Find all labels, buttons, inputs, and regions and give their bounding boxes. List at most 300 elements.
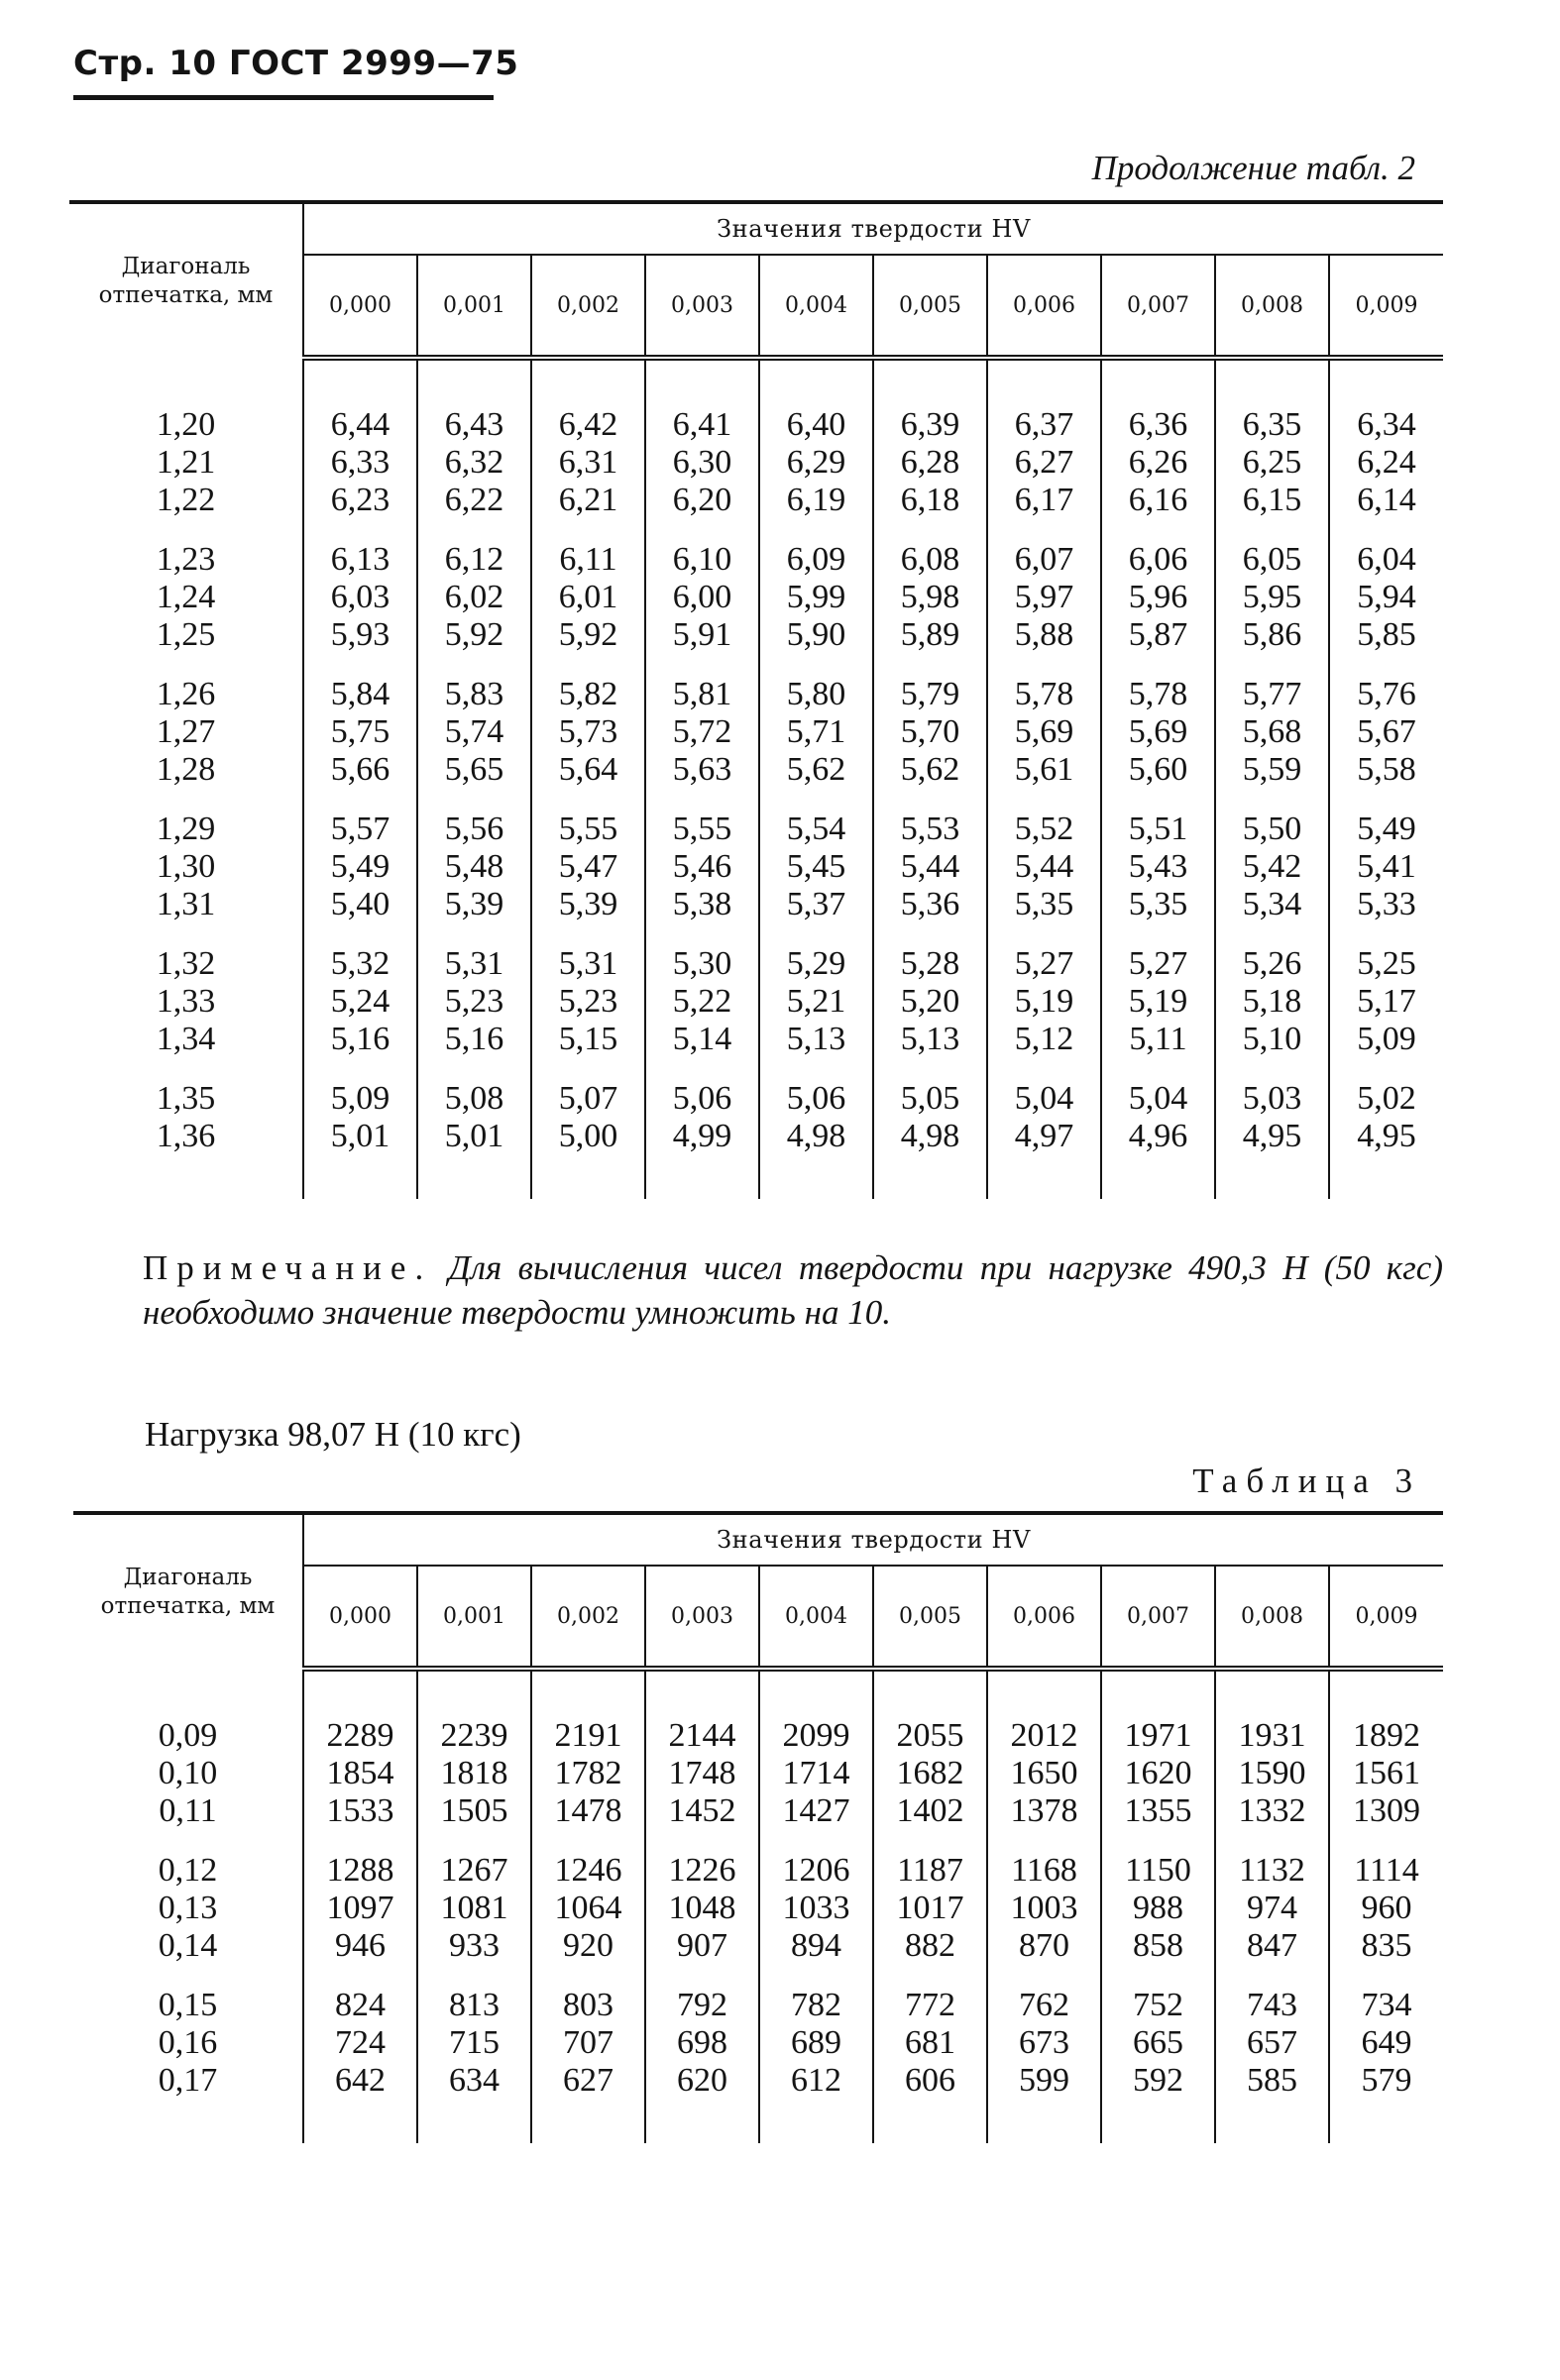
- spacer-cell: [873, 2100, 987, 2143]
- row-header-line-2: отпечатка, мм: [98, 281, 274, 308]
- diagonal-cell: 1,32: [69, 945, 303, 983]
- hardness-cell: 2289: [303, 1717, 417, 1755]
- column-header: 0,003: [645, 1566, 759, 1669]
- hardness-cell: 6,35: [1215, 406, 1329, 444]
- spacer-cell: [987, 1830, 1101, 1852]
- spacer-cell: [1101, 1669, 1215, 1717]
- hardness-cell: 5,04: [1101, 1080, 1215, 1118]
- column-header: 0,006: [987, 1566, 1101, 1669]
- hardness-cell: 5,86: [1215, 616, 1329, 654]
- hardness-cell: 4,95: [1215, 1118, 1329, 1155]
- hardness-cell: 4,98: [873, 1118, 987, 1155]
- spacer-cell: [1215, 1830, 1329, 1852]
- hardness-cell: 5,99: [759, 579, 873, 616]
- spacer-cell: [1329, 519, 1443, 541]
- hardness-cell: 6,19: [759, 482, 873, 519]
- table-row: [69, 751, 1443, 789]
- spacer-cell: [987, 789, 1101, 811]
- hardness-cell: 5,04: [987, 1080, 1101, 1118]
- spacer-cell: [531, 789, 645, 811]
- hardness-cell: 5,09: [1357, 1021, 1416, 1057]
- spacer-cell: [759, 1830, 873, 1852]
- hardness-cell: 870: [987, 1927, 1101, 1965]
- spacer-cell: [73, 1669, 303, 1717]
- spacer-cell: [1329, 1965, 1443, 1987]
- spacer-cell: [1329, 2100, 1443, 2143]
- hardness-cell: 707: [531, 2024, 645, 2062]
- spacer-cell: [645, 1669, 759, 1717]
- hardness-cell: 1003: [987, 1890, 1101, 1927]
- spacer-row: [73, 2100, 1443, 2143]
- hardness-cell: 5,58: [1357, 751, 1416, 788]
- hardness-cell: 5,38: [645, 886, 759, 923]
- hardness-cell: 1714: [759, 1755, 873, 1792]
- hardness-cell: 6,27: [987, 444, 1101, 482]
- hardness-cell: 642: [303, 2062, 417, 2100]
- spacer-cell: [1329, 1830, 1443, 1852]
- hardness-cell: 1478: [531, 1792, 645, 1830]
- page-header: Стр. 10 ГОСТ 2999—75: [73, 44, 519, 83]
- hardness-cell: 5,25: [1357, 945, 1416, 982]
- spacer-cell: [1215, 923, 1329, 945]
- hardness-cell: 5,49: [303, 848, 417, 886]
- hardness-cell: 5,41: [1357, 848, 1416, 885]
- hardness-cell: 5,71: [759, 713, 873, 751]
- hardness-cell: 5,46: [645, 848, 759, 886]
- hardness-cell: 792: [645, 1987, 759, 2024]
- spacer-cell: [1101, 2100, 1215, 2143]
- hardness-cell: 5,56: [417, 811, 531, 848]
- hardness-cell: 1650: [987, 1755, 1101, 1792]
- hardness-cell: 6,20: [645, 482, 759, 519]
- spacer-cell: [531, 519, 645, 541]
- spacer-cell: [417, 1058, 531, 1080]
- spacer-cell: [1101, 358, 1215, 406]
- spacer-cell: [759, 1965, 873, 1987]
- spacer-cell: [1329, 923, 1443, 945]
- table-row: [73, 1852, 1443, 1890]
- row-header-line-1: Диагональ: [123, 1564, 253, 1590]
- group-gap: [69, 923, 1443, 945]
- spacer-cell: [873, 1830, 987, 1852]
- spacer-cell: [1215, 1155, 1329, 1199]
- hardness-cell: 5,40: [303, 886, 417, 923]
- diagonal-cell: 1,20: [69, 406, 303, 444]
- table-row: [73, 1755, 1443, 1792]
- hardness-cell: 1590: [1215, 1755, 1329, 1792]
- spacer-cell: [73, 1965, 303, 1987]
- hardness-cell: 5,31: [531, 945, 645, 983]
- hardness-cell: 6,10: [645, 541, 759, 579]
- hardness-cell: 5,15: [531, 1021, 645, 1058]
- hardness-cell: 1748: [645, 1755, 759, 1792]
- diagonal-cell: 1,26: [69, 676, 303, 713]
- hardness-cell: 5,00: [531, 1118, 645, 1155]
- table-row: [69, 886, 1443, 923]
- hardness-cell: 782: [759, 1987, 873, 2024]
- hardness-cell: 5,07: [531, 1080, 645, 1118]
- hardness-cell: 858: [1101, 1927, 1215, 1965]
- hardness-cell: 6,36: [1101, 406, 1215, 444]
- hardness-cell: 6,13: [303, 541, 417, 579]
- column-header: 0,007: [1101, 1566, 1215, 1669]
- hardness-cell: 5,33: [1357, 886, 1416, 922]
- table-row: [69, 406, 1443, 444]
- spacer-cell: [531, 654, 645, 676]
- hardness-cell: 612: [759, 2062, 873, 2100]
- hardness-cell: 6,17: [987, 482, 1101, 519]
- spacer-cell: [1101, 1965, 1215, 1987]
- table-row: [73, 1890, 1443, 1927]
- hardness-cell: 5,59: [1215, 751, 1329, 789]
- hardness-cell: 6,31: [531, 444, 645, 482]
- column-header: 0,005: [873, 255, 987, 358]
- spacer-cell: [759, 1058, 873, 1080]
- hardness-cell: 5,79: [873, 676, 987, 713]
- hardness-cell: 5,24: [303, 983, 417, 1021]
- hardness-cell: 1246: [531, 1852, 645, 1890]
- table-row: [69, 1118, 1443, 1155]
- diagonal-cell: 0,11: [73, 1792, 303, 1830]
- hardness-cell: 724: [303, 2024, 417, 2062]
- hardness-cell: 1267: [417, 1852, 531, 1890]
- spacer-cell: [987, 1965, 1101, 1987]
- hardness-cell: 6,08: [873, 541, 987, 579]
- hardness-cell: 5,35: [987, 886, 1101, 923]
- diagonal-cell: 0,09: [73, 1717, 303, 1755]
- hardness-cell: 1818: [417, 1755, 531, 1792]
- hardness-cell: 681: [873, 2024, 987, 2062]
- hardness-cell: 2055: [873, 1717, 987, 1755]
- hardness-cell: 5,16: [417, 1021, 531, 1058]
- diagonal-cell: 1,25: [69, 616, 303, 654]
- hardness-cell: 1427: [759, 1792, 873, 1830]
- hardness-cell: 5,35: [1101, 886, 1215, 923]
- hardness-cell: 5,75: [303, 713, 417, 751]
- hardness-cell: 5,82: [531, 676, 645, 713]
- hardness-cell: 5,98: [873, 579, 987, 616]
- group-gap: [69, 789, 1443, 811]
- hardness-cell: 803: [531, 1987, 645, 2024]
- spacer-cell: [1215, 358, 1329, 406]
- hardness-cell: 1168: [987, 1852, 1101, 1890]
- hardness-cell: 5,61: [987, 751, 1101, 789]
- group-gap: [69, 654, 1443, 676]
- hardness-cell: 5,01: [417, 1118, 531, 1155]
- hardness-cell: 6,01: [531, 579, 645, 616]
- group-gap: [69, 1058, 1443, 1080]
- hardness-cell: 5,60: [1101, 751, 1215, 789]
- spacer-cell: [69, 358, 303, 406]
- table-row: [69, 616, 1443, 654]
- hardness-cell: 5,54: [759, 811, 873, 848]
- spacer-cell: [1101, 789, 1215, 811]
- hardness-cell: 6,41: [645, 406, 759, 444]
- hardness-cell: 5,32: [303, 945, 417, 983]
- table-row: [69, 983, 1443, 1021]
- spacer-cell: [73, 2100, 303, 2143]
- hardness-cell: 1355: [1101, 1792, 1215, 1830]
- spacer-cell: [303, 519, 417, 541]
- hardness-cell: 988: [1101, 1890, 1215, 1927]
- hardness-cell: 1332: [1215, 1792, 1329, 1830]
- hardness-cell: 5,77: [1215, 676, 1329, 713]
- hardness-cell: 599: [987, 2062, 1101, 2100]
- table2-caption: Продолжение табл. 2: [1091, 149, 1415, 187]
- hardness-cell: 627: [531, 2062, 645, 2100]
- hardness-cell: 1048: [645, 1890, 759, 1927]
- hardness-cell: 5,76: [1357, 676, 1416, 712]
- hardness-cell: 1854: [303, 1755, 417, 1792]
- diagonal-cell: 0,16: [73, 2024, 303, 2062]
- group-gap: [73, 1965, 1443, 1987]
- hardness-cell: 5,13: [873, 1021, 987, 1058]
- hardness-cell: 5,08: [417, 1080, 531, 1118]
- hardness-cell: 1561: [1353, 1755, 1421, 1791]
- spacer-cell: [987, 1058, 1101, 1080]
- diagonal-cell: 1,24: [69, 579, 303, 616]
- hardness-cell: 6,28: [873, 444, 987, 482]
- hardness-cell: 2239: [417, 1717, 531, 1755]
- hardness-cell: 743: [1215, 1987, 1329, 2024]
- hardness-cell: 665: [1101, 2024, 1215, 2062]
- spacer-cell: [987, 1669, 1101, 1717]
- spacer-cell: [417, 923, 531, 945]
- column-header: 0,008: [1215, 1566, 1329, 1669]
- hardness-cell: 6,26: [1101, 444, 1215, 482]
- hardness-cell: 5,70: [873, 713, 987, 751]
- spacer-cell: [873, 923, 987, 945]
- spacer-cell: [303, 2100, 417, 2143]
- table-row: [73, 1792, 1443, 1830]
- spacer-cell: [987, 1155, 1101, 1199]
- spacer-cell: [303, 1830, 417, 1852]
- spacer-cell: [759, 358, 873, 406]
- hardness-cell: 5,26: [1215, 945, 1329, 983]
- hardness-cell: 634: [417, 2062, 531, 2100]
- row-header-line-2: отпечатка, мм: [100, 1592, 276, 1619]
- row-header: [73, 1513, 303, 1669]
- hardness-cell: 762: [987, 1987, 1101, 2024]
- hardness-cell: 5,73: [531, 713, 645, 751]
- spacer-cell: [69, 654, 303, 676]
- hardness-cell: 1892: [1353, 1717, 1421, 1754]
- hardness-cell: 5,83: [417, 676, 531, 713]
- spacer-cell: [1101, 1830, 1215, 1852]
- spacer-cell: [303, 1669, 417, 1717]
- spacer-cell: [873, 1965, 987, 1987]
- hardness-cell: 5,72: [645, 713, 759, 751]
- hardness-cell: 673: [987, 2024, 1101, 2062]
- hardness-cell: 1226: [645, 1852, 759, 1890]
- hardness-cell: 1452: [645, 1792, 759, 1830]
- hardness-cell: 5,89: [873, 616, 987, 654]
- hardness-cell: 585: [1215, 2062, 1329, 2100]
- spacer-row: [73, 1669, 1443, 1717]
- hardness-cell: 2012: [987, 1717, 1101, 1755]
- spacer-cell: [873, 1058, 987, 1080]
- hardness-cell: 5,55: [645, 811, 759, 848]
- spacer-cell: [759, 789, 873, 811]
- hardness-table-3: [73, 1511, 1443, 2143]
- spacer-cell: [1101, 654, 1215, 676]
- spacer-cell: [645, 923, 759, 945]
- spacer-cell: [645, 789, 759, 811]
- hardness-cell: 5,69: [987, 713, 1101, 751]
- hardness-cell: 5,81: [645, 676, 759, 713]
- hardness-cell: 1017: [873, 1890, 987, 1927]
- spacer-cell: [1329, 358, 1443, 406]
- diagonal-cell: 0,17: [73, 2062, 303, 2100]
- hardness-cell: 6,25: [1215, 444, 1329, 482]
- spacer-cell: [645, 1058, 759, 1080]
- hardness-cell: 620: [645, 2062, 759, 2100]
- hardness-cell: 752: [1101, 1987, 1215, 2024]
- hardness-cell: 5,55: [531, 811, 645, 848]
- spacer-cell: [1329, 654, 1443, 676]
- diagonal-cell: 1,22: [69, 482, 303, 519]
- hardness-cell: 894: [759, 1927, 873, 1965]
- spacer-cell: [69, 923, 303, 945]
- spacer-cell: [1215, 654, 1329, 676]
- column-header: 0,000: [303, 1566, 417, 1669]
- diagonal-cell: 1,35: [69, 1080, 303, 1118]
- hardness-cell: 5,09: [303, 1080, 417, 1118]
- hardness-cell: 4,95: [1357, 1118, 1416, 1154]
- diagonal-cell: 1,31: [69, 886, 303, 923]
- hardness-cell: 6,40: [759, 406, 873, 444]
- hardness-cell: 5,51: [1101, 811, 1215, 848]
- hardness-cell: 1064: [531, 1890, 645, 1927]
- spacer-cell: [1329, 789, 1443, 811]
- diagonal-cell: 1,33: [69, 983, 303, 1021]
- spacer-cell: [1215, 2100, 1329, 2143]
- column-header: 0,002: [531, 255, 645, 358]
- hardness-cell: 5,80: [759, 676, 873, 713]
- hardness-cell: 5,17: [1357, 983, 1416, 1020]
- table-row: [73, 2024, 1443, 2062]
- spacer-cell: [417, 1965, 531, 1987]
- spacer-cell: [531, 1058, 645, 1080]
- column-header: 0,004: [759, 255, 873, 358]
- hardness-cell: 5,31: [417, 945, 531, 983]
- spacer-cell: [987, 358, 1101, 406]
- hardness-cell: 5,49: [1357, 811, 1416, 847]
- hardness-cell: 5,67: [1357, 713, 1416, 750]
- hardness-cell: 606: [873, 2062, 987, 2100]
- hardness-cell: 2191: [531, 1717, 645, 1755]
- diagonal-cell: 0,14: [73, 1927, 303, 1965]
- hardness-cell: 5,39: [417, 886, 531, 923]
- spacer-cell: [417, 1155, 531, 1199]
- hardness-cell: 1931: [1215, 1717, 1329, 1755]
- diagonal-cell: 0,12: [73, 1852, 303, 1890]
- hardness-cell: 960: [1361, 1890, 1412, 1926]
- hardness-cell: 5,62: [873, 751, 987, 789]
- hardness-cell: 5,16: [303, 1021, 417, 1058]
- column-header: 0,005: [873, 1566, 987, 1669]
- spacer-cell: [73, 1830, 303, 1852]
- hardness-cell: 1782: [531, 1755, 645, 1792]
- spacer-cell: [417, 519, 531, 541]
- spacer-cell: [987, 923, 1101, 945]
- hardness-cell: 5,84: [303, 676, 417, 713]
- diagonal-cell: 0,10: [73, 1755, 303, 1792]
- spacer-cell: [873, 519, 987, 541]
- hardness-cell: 5,19: [1101, 983, 1215, 1021]
- hardness-cell: 5,13: [759, 1021, 873, 1058]
- hardness-cell: 974: [1215, 1890, 1329, 1927]
- spacer-row: [69, 358, 1443, 406]
- column-header: 0,008: [1215, 255, 1329, 358]
- hardness-cell: 5,34: [1215, 886, 1329, 923]
- spacer-cell: [303, 1155, 417, 1199]
- column-header: 0,000: [303, 255, 417, 358]
- spacer-cell: [645, 1830, 759, 1852]
- hardness-cell: 6,37: [987, 406, 1101, 444]
- hardness-cell: 5,50: [1215, 811, 1329, 848]
- column-header: 0,007: [1101, 255, 1215, 358]
- hardness-cell: 5,42: [1215, 848, 1329, 886]
- hardness-cell: 6,43: [417, 406, 531, 444]
- hardness-cell: 5,37: [759, 886, 873, 923]
- row-header-line-1: Диагональ: [121, 253, 251, 279]
- spacer-cell: [531, 1155, 645, 1199]
- column-header: 0,003: [645, 255, 759, 358]
- load-label: Нагрузка 98,07 Н (10 кгс): [145, 1415, 521, 1454]
- hardness-cell: 6,33: [303, 444, 417, 482]
- note-text: Для вычисления чисел твердости при нагрузке 490,3 Н (50 кгс) необходимо значение твердости умножить на 10.: [143, 1248, 1443, 1332]
- hardness-cell: 6,21: [531, 482, 645, 519]
- hardness-cell: 946: [303, 1927, 417, 1965]
- spacer-cell: [1329, 1058, 1443, 1080]
- hardness-cell: 2144: [645, 1717, 759, 1755]
- hardness-cell: 5,44: [987, 848, 1101, 886]
- hardness-cell: 920: [531, 1927, 645, 1965]
- table-row: [69, 811, 1443, 848]
- spacer-cell: [987, 2100, 1101, 2143]
- spacer-cell: [1101, 923, 1215, 945]
- hardness-cell: 6,44: [303, 406, 417, 444]
- spacer-cell: [645, 1155, 759, 1199]
- hardness-cell: 6,23: [303, 482, 417, 519]
- hardness-cell: 5,48: [417, 848, 531, 886]
- hardness-cell: 5,03: [1215, 1080, 1329, 1118]
- column-header: 0,001: [417, 255, 531, 358]
- hardness-cell: 5,92: [531, 616, 645, 654]
- spacer-cell: [1215, 1058, 1329, 1080]
- hardness-cell: 1971: [1101, 1717, 1215, 1755]
- spacer-cell: [1329, 1669, 1443, 1717]
- hardness-cell: 6,03: [303, 579, 417, 616]
- hardness-cell: 933: [417, 1927, 531, 1965]
- spacer-cell: [645, 2100, 759, 2143]
- table-row: [69, 1080, 1443, 1118]
- table3-caption: Таблица 3: [1192, 1461, 1421, 1500]
- hardness-cell: 1150: [1101, 1852, 1215, 1890]
- hardness-cell: 5,05: [873, 1080, 987, 1118]
- hardness-cell: 5,69: [1101, 713, 1215, 751]
- table-row: [73, 1987, 1443, 2024]
- spacer-cell: [1101, 1155, 1215, 1199]
- hardness-cell: 5,45: [759, 848, 873, 886]
- group-gap: [69, 519, 1443, 541]
- hardness-cell: 5,47: [531, 848, 645, 886]
- hardness-cell: 1620: [1101, 1755, 1215, 1792]
- spacer-cell: [303, 1965, 417, 1987]
- spacer-cell: [987, 519, 1101, 541]
- hardness-cell: 5,90: [759, 616, 873, 654]
